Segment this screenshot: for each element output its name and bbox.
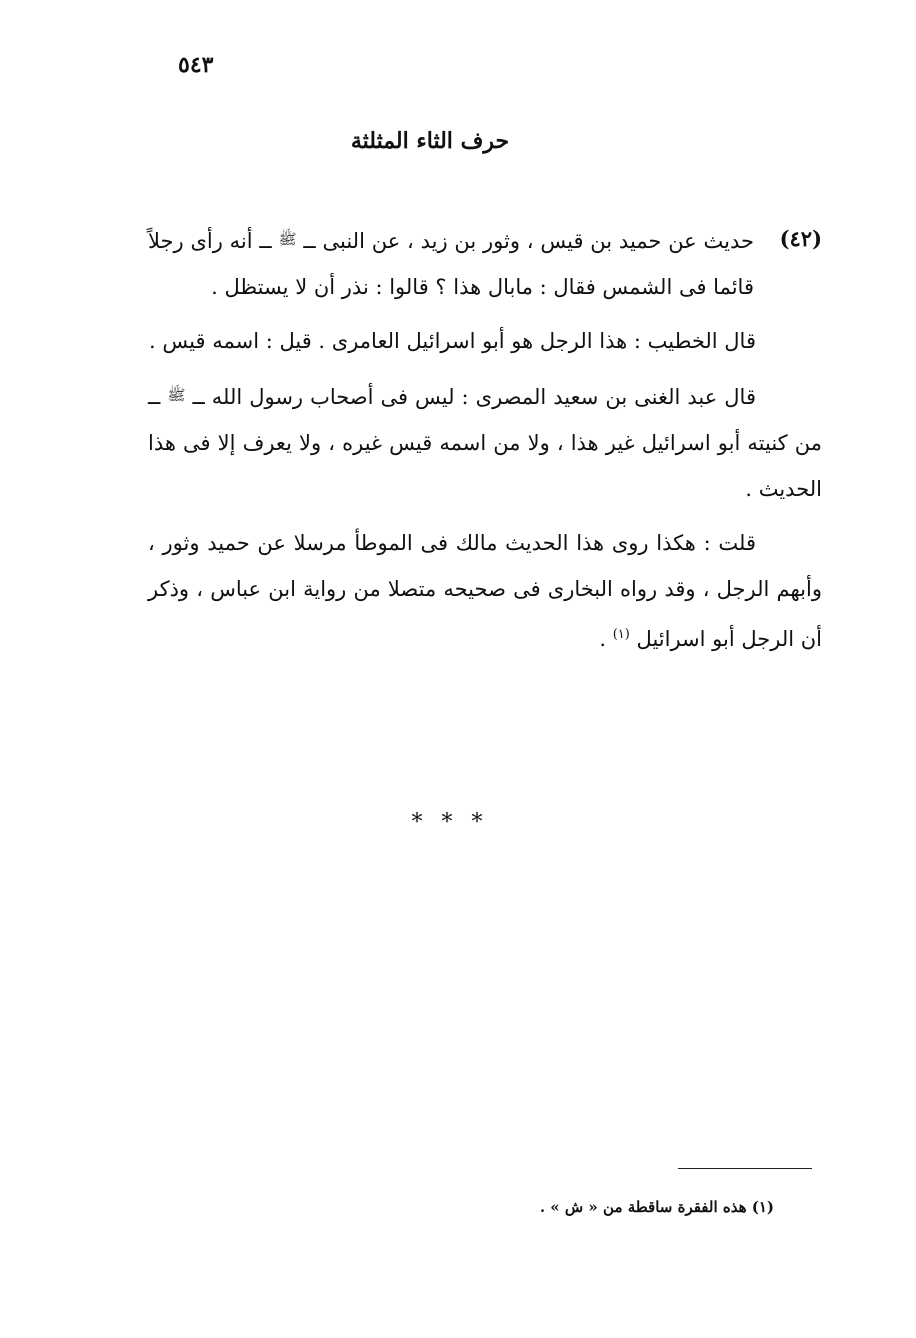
paragraph-4-text: قلت : هكذا روى هذا الحديث مالك فى الموطأ مرسلا عن حميد وثور ، وأبهم الرجل ، وقد رواه البخارى فى صحيحه متصلا من رواية ابن عباس ، وذكر أن الرجل أبو اسرائيل	[148, 531, 822, 651]
chapter-title: حرف الثاء المثلثة	[350, 128, 510, 154]
paragraph-4	[148, 520, 822, 662]
paragraph-2-text: قال الخطيب : هذا الرجل هو أبو اسرائيل العامرى . قيل : اسمه قيس .	[149, 329, 756, 353]
paragraph-3-start: قال عبد الغنى بن سعيد المصرى : ليس فى أصحاب رسول الله ــ	[192, 385, 756, 409]
paragraph-4-period: .	[599, 627, 607, 651]
entry-body	[148, 216, 822, 670]
paragraph-1	[148, 216, 822, 310]
section-separator: * * *	[411, 810, 489, 835]
page-number: ٥٤٣	[178, 52, 214, 78]
paragraph-3-end: ــ من كنيته أبو اسرائيل غير هذا ، ولا من اسمه قيس غيره ، ولا يعرف إلا فى هذا الحديث .	[148, 385, 822, 501]
paragraph-1-end: ــ أنه رأى رجلاً قائما فى الشمس فقال : مابال هذا ؟ قالوا : نذر أن لا يستظل .	[148, 229, 754, 299]
paragraph-3	[148, 372, 822, 512]
hadith-number: (٤٢)	[779, 226, 822, 251]
footnote-divider	[678, 1168, 812, 1169]
salla-glyph-2: ﷺ	[167, 386, 186, 404]
footnote-ref: (١)	[612, 627, 630, 642]
salla-glyph-1: ﷺ	[278, 230, 297, 248]
paragraph-2	[148, 318, 822, 364]
footnote: (١) هذه الفقرة ساقطة من « ش » .	[539, 1198, 774, 1216]
paragraph-1-start: حديث عن حميد بن قيس ، وثور بن زيد ، عن النبى ــ	[303, 229, 754, 253]
